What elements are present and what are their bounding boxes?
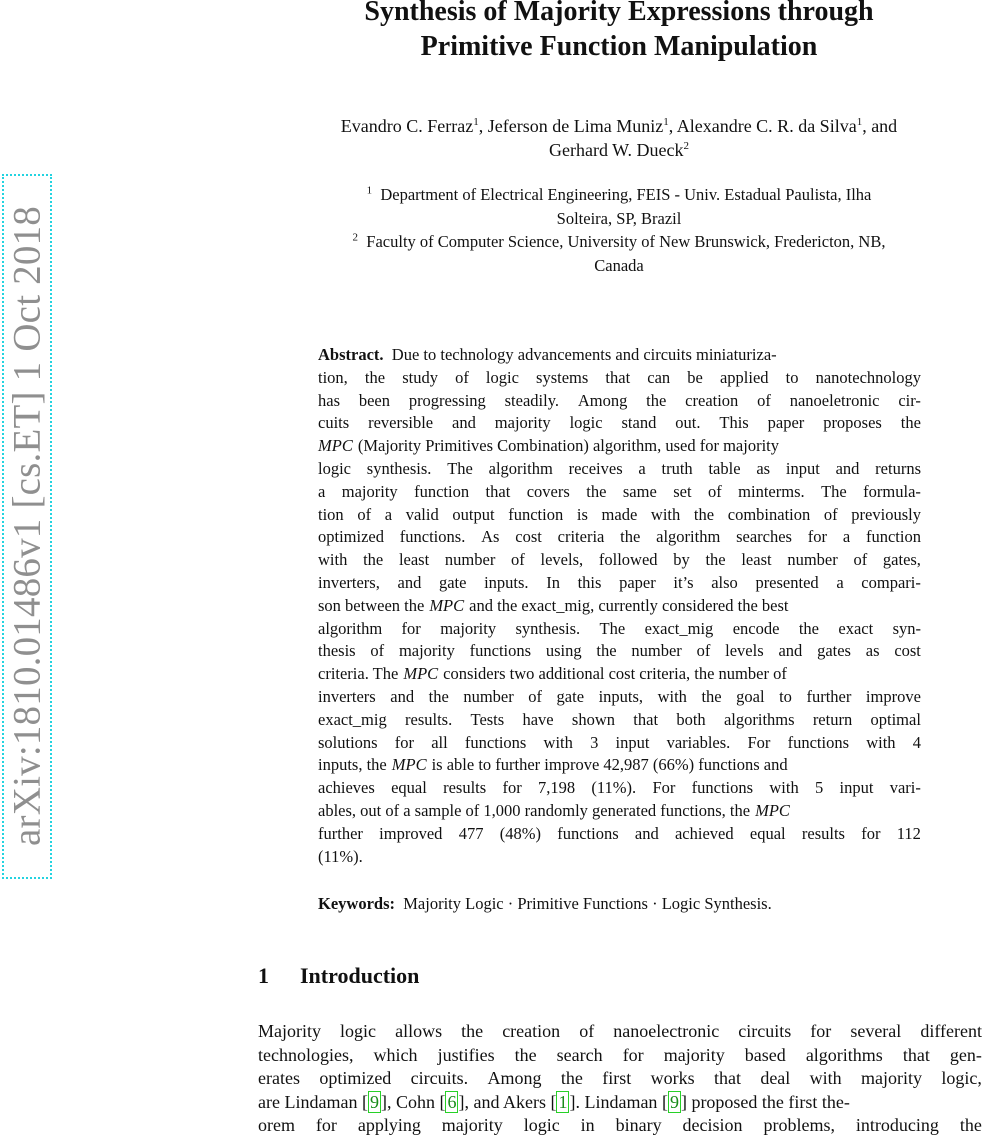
introduction-text: Majority logic allows the creation of nanoelectronic circuits for several different technologies, which justifies the search for majority based algorithms that gen- erates optimized circuits. Among the first works that deal with majority logic, are Lindaman [ 9 ], Cohn [ 6 ], and Akers [ 1 ]. Lindaman [ 9 ] proposed the first the- orem for applying majority logic in binary decision problems, introducing the [258, 1021, 982, 1136]
affiliations: $^1$ Department of Electrical Engineering, FEIS - Univ. Estadual Paulista, Ilha Solteira, SP, Brazil $^2$ Faculty of Computer Science, University of New Brunswick, Fredericton, NB, Canada [352, 184, 886, 275]
paper-title [255, 0, 983, 64]
section-title: Introduction [300, 963, 420, 988]
affiliation-1: Department of Electrical Engineering, FEIS - Univ. Estadual Paulista, Ilha [380, 185, 872, 204]
citation-link-9[interactable]: 9 [369, 1091, 379, 1112]
author-list: Evandro C. Ferraz$^1$, Jeferson de Lima Muniz$^1$, Alexandre C. R. da Silva$^1$, and Gerhard W. Dueck$^2$ [340, 116, 898, 160]
citation-link-9[interactable]: 9 [669, 1091, 679, 1112]
section-number: 1 [258, 963, 269, 988]
title-line-2: Primitive Function Manipulation [420, 31, 818, 62]
section-heading [258, 963, 419, 989]
affil-mark: 1 [473, 116, 479, 128]
affil-mark: 1 [663, 116, 669, 128]
affiliation-2: Faculty of Computer Science, University of New Brunswick, Fredericton, NB, [366, 232, 886, 251]
arxiv-stamp[interactable]: arXiv:1810.01486v1 [cs.ET] 1 Oct 2018 [5, 206, 49, 846]
author-silva: Alexandre C. R. da Silva [676, 116, 857, 136]
citation-link-6[interactable]: 6 [447, 1091, 457, 1112]
author-muniz: Jeferson de Lima Muniz [487, 116, 664, 136]
abstract: Abstract. Due to technology advancements and circuits miniaturiza- tion, the study of logic systems that can be applied to nanotechnology has been progressing steadily. Among the creation of nanoeletronic cir- cuits reversible and majority logic stand out. This paper proposes the MPC (Majority Primitives Combination) algorithm, used for majority logic synthesis. The algorithm receives a truth table as input and returns a majority function that covers the same set of minterms. The formula- tion of a valid output function is made with the combination of previously optimized functions. As cost criteria the algorithm searches for a function with the least number of levels, followed by the least number of gates, inverters, and gate inputs. In this paper it’s also presented a compari- son between the MPC and the exact_mig, currently considered the best algorithm for majority synthesis. The exact_mig encode the exact syn- thesis of majority functions using the number of levels and gates as cost criteria. The MPC considers two additional cost criteria, the number of inverters and the number of gate inputs, with the goal to further improve exact_mig results. Tests have shown that both algorithms return optimal solutions for all functions with 3 input variables. For functions with 4 inputs, the MPC is able to further improve 42,987 (66%) functions and achieves equal results for 7,198 (11%). For functions with 5 input vari- ables, out of a sample of 1,000 randomly generated functions, the MPC further improved 477 (48%) functions and achieved equal results for 112 (11%). [318, 345, 921, 866]
keywords-text: Majority Logic · Primitive Functions · Logic Synthesis. [403, 894, 772, 913]
author-dueck: Gerhard W. Dueck [549, 140, 684, 160]
keywords [318, 894, 772, 914]
citation-link-1[interactable]: 1 [558, 1091, 568, 1112]
author-ferraz: Evandro C. Ferraz [340, 116, 474, 136]
title-line-1: Synthesis of Majority Expressions through [364, 0, 874, 27]
keywords-label: Keywords: [318, 894, 395, 913]
abstract-label: Abstract. [318, 345, 384, 364]
affil-mark: 2 [683, 140, 689, 152]
affil-mark: 1 [856, 116, 863, 128]
